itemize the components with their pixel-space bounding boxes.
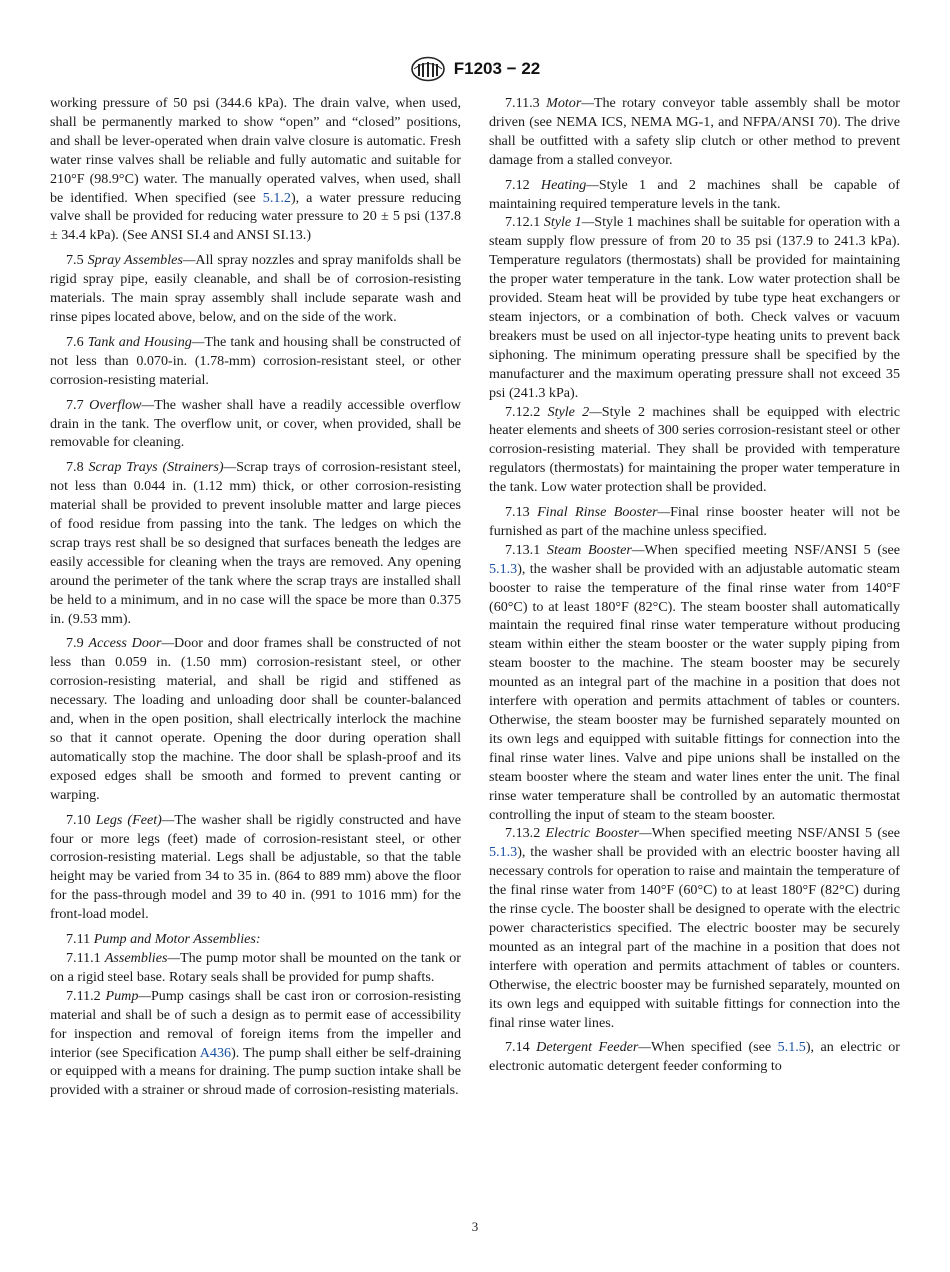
section-7-11-2: 7.11.2 Pump—Pump casings shall be cast iron or corrosion-resisting material and shall be of such a design as to permit ease of accessibility for inspection and removal of foreign items from the impeller and interior (see Specification A436). The pump shall either be self-draining or equipped with a means for draining. The pump suction intake shall be provided with a strainer or shroud made of corrosion-resisting materials.: [50, 987, 461, 1099]
section-heading: Style 1—: [543, 214, 595, 231]
section-heading: Legs (Feet)—: [95, 811, 175, 828]
standard-designation: F1203 − 22: [453, 59, 541, 78]
section-7-12-2: 7.12.2 Style 2—Style 2 machines shall be equipped with electric heater elements and sheets of 300 series corrosion-resistant steel or other corrosion-resisting material. They shall be provided with temperature regulators (thermostats) for maintaining the proper water temperature in the tank. Low water protection shall be provided.: [489, 403, 900, 496]
section-7-12-1: 7.12.1 Style 1—Style 1 machines shall be suitable for operation with a steam supply flow pressure of from 20 to 35 psi (137.9 to 241.3 kPa). Temperature regulators (thermostats) shall be provided for maintaining the proper water temperature in the tank. Low water protection shall be provided. Steam heat will be provided by tube type heat exchangers or steam injectors, or a combination of both. Check valves or vacuum breakers must be used on all injector-type heating units to prevent back siphoning. The minimum operating pressure shall be specified by the manufacturer and the maximum operating pressure shall not exceed 35 psi (241.3 kPa).: [489, 214, 900, 401]
section-heading: Pump and Motor Assemblies:: [93, 931, 261, 948]
section-7-5: 7.5 Spray Assembles—All spray nozzles and spray manifolds shall be rigid spray pipe, easily cleanable, and shall be of corrosion-resisting materials. The main spray assembly shall include separate wash and rinse pipes located above, below, and on the side of the work.: [50, 252, 461, 325]
section-heading: Scrap Trays (Strainers)—: [88, 459, 237, 476]
reference-link-a436[interactable]: A436: [199, 1044, 232, 1061]
section-7-8: 7.8 Scrap Trays (Strainers)—Scrap trays of corrosion-resistant steel, not less than 0.044 in. (1.12 mm) thick, or other corrosion-resisting material shall be provided to prevent insoluble matter and large pieces of food residue from passing into the tank. The ledges on which the scrap trays rest shall be so designed that surfaces beneath the ledges are easily accessible for cleaning when the trays are removed. Any opening around the perimeter of the tank where the scrap trays are installed shall be held to a minimum, and in no case will the space be more than 0.375 in. (9.53 mm).: [50, 459, 461, 627]
section-heading: Detergent Feeder—: [536, 1039, 651, 1056]
right-column: [489, 94, 900, 1082]
page-number: 3: [471, 1219, 479, 1234]
section-7-13: 7.13 Final Rinse Booster—Final rinse booster heater will not be furnished as part of the machine unless specified.: [489, 504, 900, 539]
paragraph-continued: working pressure of 50 psi (344.6 kPa). The drain valve, when used, shall be permanently marked to show “open” and “closed” positions, and shall be lever-operated when drain valve closure is automatic. Fresh water rinse valves shall be reliable and fully automatic and suitable for 210°F (98.9°C) water. The manually operated valves, when used, shall be identified. When specified (see 5.1.2), a water pressure reducing valve shall be provided for reducing water pressure to 20 ± 5 psi (137.8 ± 34.4 kPa). (See ANSI SI.4 and ANSI SI.13.): [50, 95, 461, 244]
section-heading: Motor—: [546, 95, 594, 111]
section-heading: Final Rinse Booster—: [537, 504, 671, 521]
section-heading: Tank and Housing—: [87, 333, 205, 350]
section-7-7: 7.7 Overflow—The washer shall have a readily accessible overflow drain in the tank. The overflow unit, or cover, when provided, shall be removable for cleaning.: [50, 396, 461, 451]
section-7-14: 7.14 Detergent Feeder—When specified (see 5.1.5), an electric or electronic automatic detergent feeder conforming to: [489, 1039, 901, 1075]
section-heading: Steam Booster—: [546, 541, 645, 558]
reference-link-5-1-3[interactable]: 5.1.3: [489, 844, 518, 861]
reference-link-5-1-5[interactable]: 5.1.5: [777, 1039, 806, 1056]
astm-logo-icon: [410, 56, 446, 82]
page-header: [0, 56, 950, 86]
section-heading: Heating—: [540, 176, 599, 193]
section-heading: Access Door—: [88, 635, 174, 652]
section-7-6: 7.6 Tank and Housing—The tank and housing shall be constructed of not less than 0.070-in. (1.78-mm) corrosion-resistant steel, or other corrosion-resisting material.: [50, 333, 461, 388]
section-7-11-3: 7.11.3 Motor—The rotary conveyor table assembly shall be motor driven (see NEMA ICS, NEMA MG-1, and NFPA/ANSI 70). The drive shall be outfitted with a safety slip clutch or other method to prevent damage from a stalled conveyor.: [489, 95, 900, 168]
reference-link-5-1-3[interactable]: 5.1.3: [489, 560, 518, 577]
reference-link-5-1-2[interactable]: 5.1.2: [262, 189, 291, 206]
left-column: [50, 94, 461, 1106]
section-7-11: 7.11 Pump and Motor Assemblies:: [66, 931, 261, 948]
section-7-13-2: 7.13.2 Electric Booster—When specified meeting NSF/ANSI 5 (see 5.1.3), the washer shall be provided with an electric booster having all necessary controls for operation to raise and maintain the temperature of the final rinse water from 140°F (60°C) to at least 180°F (82°C) during the rinse cycle. The booster shall be designed to operate with the electric power characteristics specified. The electric booster may be securely mounted as an integral part of the machine in a position that does not interfere with operation and permits attachment of tables or counters. Otherwise, the electric booster may be furnished separately, mounted on its own legs and equipped with suitable fittings for connection into the final rinse water lines.: [489, 825, 901, 1031]
section-7-12: 7.12 Heating—Style 1 and 2 machines shall be capable of maintaining required temperature levels in the tank.: [489, 176, 900, 212]
section-heading: Style 2—: [547, 403, 602, 420]
section-7-13-1: 7.13.1 Steam Booster—When specified meeting NSF/ANSI 5 (see 5.1.3), the washer shall be provided with an adjustable automatic steam booster to raise the temperature of the final rinse water from 140°F (60°C) to at least 180°F (82°C). The steam booster shall automatically maintain the required final rinse water temperature without producing steam within either the steam booster or the water supply piping from steam booster to the machine. The steam booster may be securely mounted as an integral part of the machine in a position that does not interfere with operation and permits attachment of tables or counters. Otherwise, the steam booster may be furnished separately mounted on its own legs and equipped with suitable fittings for connection into the final rinse water lines. Valve and pipe unions shall be installed on the steam booster where the steam and water lines enter the unit. The final rinse water temperature shall be controlled by an automatic thermostat controlling the input of steam to the steam booster.: [489, 541, 901, 823]
section-7-9: 7.9 Access Door—Door and door frames shall be constructed of not less than 0.059 in. (1.50 mm) corrosion-resistant steel, or other corrosion-resisting material, and shall be rigid and stiffened as necessary. The loading and unloading door shall be counter-balanced and, when in the open position, shall electrically interlock the machine so that it cannot operate. Opening the door during operation shall automatically stop the machine. The door shall be splash-proof and its exposed edges shall be smooth and formed to prevent canting or warping.: [50, 635, 461, 803]
section-heading: Pump—: [105, 987, 151, 1004]
section-heading: Spray Assembles—: [87, 252, 196, 269]
section-heading: Overflow—: [89, 396, 155, 413]
section-heading: Electric Booster—: [545, 825, 652, 842]
section-7-10: 7.10 Legs (Feet)—The washer shall be rigidly constructed and have four or more legs (feet) made of corrosion-resistant steel, or other corrosion-resisting material. Legs shall be adjustable, so that the table height may be varied from 34 to 35 in. (864 to 889 mm) above the floor for the pass-through model and 39 to 40 in. (991 to 1016 mm) for the front-load model.: [50, 811, 461, 923]
section-heading: Assemblies—: [104, 949, 180, 966]
section-7-11-1: 7.11.1 Assemblies—The pump motor shall be mounted on the tank or on a rigid steel base. Rotary seals shall be provided for pump shafts.: [50, 949, 461, 985]
